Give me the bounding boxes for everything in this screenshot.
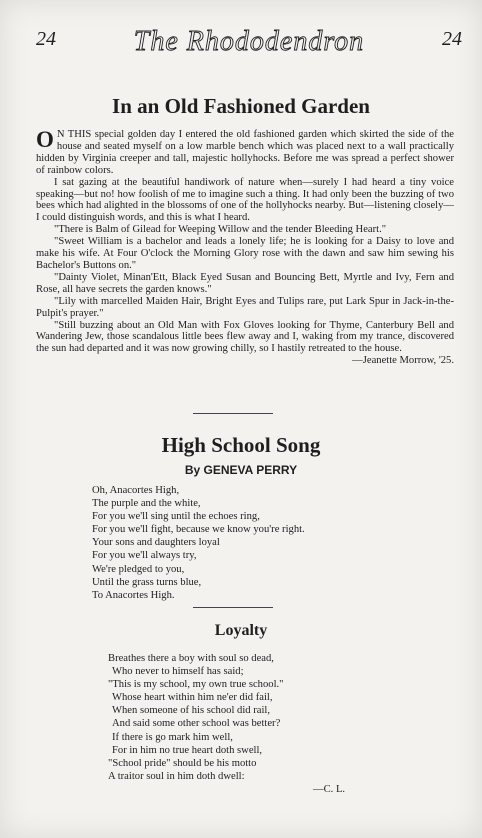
song-verse	[92, 484, 305, 602]
verse-line: For you we'll fight, because we know you're right.	[92, 524, 305, 536]
garden-story	[36, 129, 454, 367]
verse-line: "School pride" should be his motto	[108, 757, 257, 769]
verse-line: Whose heart within him ne'er did fail,	[112, 692, 273, 704]
song-byline: By GENEVA PERRY	[184, 463, 298, 477]
song-title: High School Song	[161, 433, 321, 457]
verse-line: "This is my school, my own true school."	[108, 679, 284, 691]
garden-title: In an Old Fashioned Garden	[112, 94, 370, 118]
garden-paragraph: "There is Balm of Gilead for Weeping Willow and the tender Bleeding Heart."	[54, 224, 387, 236]
verse-line: For you we'll always try,	[92, 550, 197, 562]
verse-line: If there is go mark him well,	[112, 731, 233, 743]
verse-line: And said some other school was better?	[112, 718, 281, 730]
loyalty-verse	[108, 652, 345, 796]
garden-paragraph: "Still buzzing about an Old Man with Fox Gloves looking for Thyme, Canterbury Bell and Wandering Jew, those scandalous little bees flew away and I, waking from my trance, discovered the sun had departed and it was now growing chilly, so I hastily retreated to the house.	[36, 319, 454, 355]
verse-line: A traitor soul in him doth dwell:	[108, 770, 245, 782]
page-header	[36, 26, 462, 60]
garden-paragraph: O N THIS special golden day I entered the old fashioned garden which skirted the side of the house and seated myself on a low marble bench which was placed next to a wall practically hidden by Virginia creeper and tall, majestic hollyhocks. Before me was spread a perfect shower of rainbow colors.	[36, 127, 454, 176]
verse-line: We're pledged to you,	[92, 563, 185, 575]
garden-signature: —Jeanette Morrow, '25.	[352, 355, 454, 367]
page-number-left: 24	[36, 28, 56, 50]
verse-line: Breathes there a boy with soul so dead,	[108, 653, 274, 664]
garden-paragraph: "Lily with marcelled Maiden Hair, Bright Eyes and Tulips rare, put Lark Spur in Jack-in-the-Pulpit's prayer."	[36, 295, 454, 319]
verse-line: For in him no true heart doth swell,	[112, 744, 263, 756]
verse-line: Who never to himself has said;	[112, 666, 244, 678]
verse-line: For you we'll sing until the echoes ring,	[92, 511, 260, 523]
verse-line: To Anacortes High.	[92, 589, 175, 601]
garden-paragraph: "Sweet William is a bachelor and leads a lonely life; he is looking for a Daisy to love and make his wife. At Four O'clock the Morning Glory rose with the dawn and saw him sewing his Bachelor's Buttons on."	[36, 236, 454, 271]
loyalty-title: Loyalty	[214, 622, 268, 639]
verse-line: When someone of his school did rail,	[112, 705, 270, 717]
verse-line: The purple and the white,	[92, 498, 201, 510]
garden-paragraph: "Dainty Violet, Minan'Ett, Black Eyed Susan and Bouncing Bett, Myrtle and Ivy, Fern and Rose, all have secrets the garden knows."	[36, 271, 454, 295]
section-divider	[193, 607, 273, 608]
loyalty-signature: —C. L.	[313, 783, 346, 795]
verse-line: Oh, Anacortes High,	[92, 485, 180, 496]
verse-line: Until the grass turns blue,	[92, 576, 202, 588]
page-number-right: 24	[442, 28, 462, 50]
verse-line: Your sons and daughters loyal	[92, 537, 220, 549]
section-divider	[193, 413, 273, 414]
running-header-title: The Rhododendron	[133, 26, 365, 57]
garden-paragraph: I sat gazing at the beautiful handiwork of nature when—surely I had heard a tiny voice speaking—but no! how foolish of me to imagine such a thing. It had only been the buzzing of two bees which had alighted in the blossoms of one of the hollyhocks nearby. But—listening closely—I could distinguish words, and this is what I heard.	[36, 176, 454, 224]
drop-cap: O	[36, 127, 54, 152]
